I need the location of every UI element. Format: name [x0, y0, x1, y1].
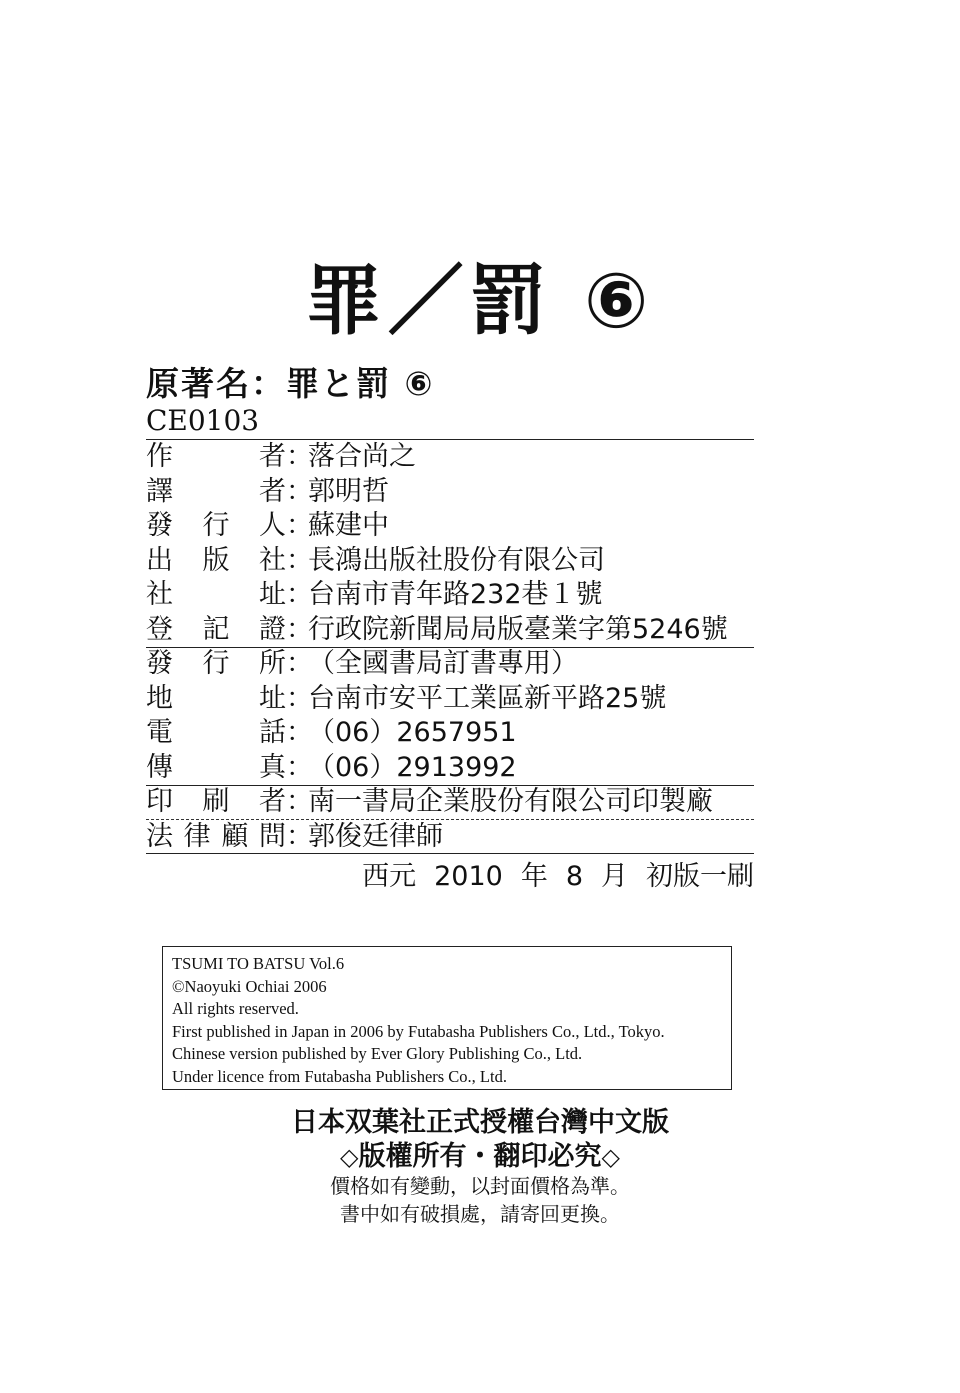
row-value: （06）2913992 — [308, 751, 517, 783]
colophon-row-registration: 登記證：行政院新聞局局版臺業字第5246號 — [146, 613, 756, 648]
colophon-row-translator: 譯者：郭明哲 — [146, 475, 756, 510]
colophon-row-phone: 電話：（06）2657951 — [146, 716, 756, 751]
row-value: 台南市青年路232巷１號 — [308, 579, 603, 610]
copyright-line: Chinese version published by Ever Glory Publishing Co., Ltd. — [172, 1044, 583, 1063]
copyright-line: All rights reserved. — [172, 999, 299, 1018]
edition-line — [362, 854, 754, 893]
copyright-line: Under licence from Futabasha Publishers Co., Ltd. — [172, 1066, 507, 1086]
colophon-row-publisher: 出版社：長鴻出版社股份有限公司 — [146, 544, 756, 579]
license-statement: 日本双葉社正式授權台灣中文版 — [291, 1107, 669, 1138]
edition-year-unit: 年 — [520, 861, 548, 892]
row-label: 法律顧問 — [146, 820, 286, 852]
damage-note: 書中如有破損處，請寄回更換。 — [340, 1202, 620, 1226]
row-label: 電話 — [146, 717, 286, 748]
colophon-row-author: 作者：落合尚之 — [146, 440, 756, 475]
row-label: 發行所 — [146, 648, 286, 679]
colophon-row-distributor-address: 地址：台南市安平工業區新平路25號 — [146, 682, 756, 717]
row-value: 台南市安平工業區新平路25號 — [308, 682, 667, 714]
original-title: 原著名：罪と罰 ⑥ — [146, 364, 435, 403]
copyright-box — [162, 946, 732, 1090]
divider — [146, 819, 754, 820]
row-value: 南一書局企業股份有限公司印製廠 — [308, 786, 713, 817]
book-title: 罪／罰 ⑥ — [305, 256, 655, 345]
edition-era: 西元 — [362, 861, 417, 892]
divider — [146, 785, 754, 786]
row-value: 郭明哲 — [308, 475, 389, 507]
colophon-row-address: 社址：台南市青年路232巷１號 — [146, 578, 756, 613]
row-label: 社址 — [146, 579, 286, 610]
price-note: 價格如有變動，以封面價格為準。 — [330, 1174, 630, 1198]
row-label: 作者 — [146, 441, 286, 472]
catalog-code: CE0103 — [146, 404, 260, 437]
row-label: 傳真 — [146, 751, 286, 783]
rights-text: 版權所有・翻印必究 — [358, 1141, 602, 1172]
edition-month: 8 — [565, 861, 583, 892]
row-label: 印刷者 — [146, 786, 286, 817]
edition-month-unit: 月 — [601, 861, 628, 892]
row-label: 發行人 — [146, 510, 286, 541]
edition-year: 2010 — [434, 861, 503, 892]
row-label: 譯者 — [146, 475, 286, 507]
row-label: 地址 — [146, 682, 286, 714]
colophon-row-legal: 法律顧問：郭俊廷律師 — [146, 820, 756, 855]
row-label: 出版社 — [146, 544, 286, 576]
copyright-line: ©Naoyuki Ochiai 2006 — [172, 976, 327, 996]
colophon-row-printer: 印刷者：南一書局企業股份有限公司印製廠 — [146, 785, 756, 820]
row-value: 蘇建中 — [308, 510, 389, 541]
diamond-icon: ◇ — [601, 1143, 620, 1171]
diamond-icon: ◇ — [340, 1143, 359, 1171]
row-label: 登記證 — [146, 613, 286, 645]
divider — [146, 647, 754, 648]
row-value: 行政院新聞局局版臺業字第5246號 — [308, 613, 728, 645]
copyright-line: First published in Japan in 2006 by Futabasha Publishers Co., Ltd., Tokyo. — [172, 1021, 665, 1041]
colophon-row-distributor: 發行所：（全國書局訂書專用） — [146, 647, 756, 682]
row-value: 長鴻出版社股份有限公司 — [308, 544, 605, 576]
colophon-row-fax: 傳真：（06）2913992 — [146, 751, 756, 786]
copyright-line: TSUMI TO BATSU Vol.6 — [172, 954, 345, 973]
row-value: 落合尚之 — [308, 441, 416, 472]
row-value: 郭俊廷律師 — [308, 820, 443, 852]
colophon-row-publisher-person: 發行人：蘇建中 — [146, 509, 756, 544]
rights-statement — [0, 1134, 960, 1173]
row-value: （06）2657951 — [308, 717, 517, 748]
edition-printing: 初版一刷 — [646, 861, 754, 892]
row-value: （全國書局訂書專用） — [308, 648, 578, 679]
